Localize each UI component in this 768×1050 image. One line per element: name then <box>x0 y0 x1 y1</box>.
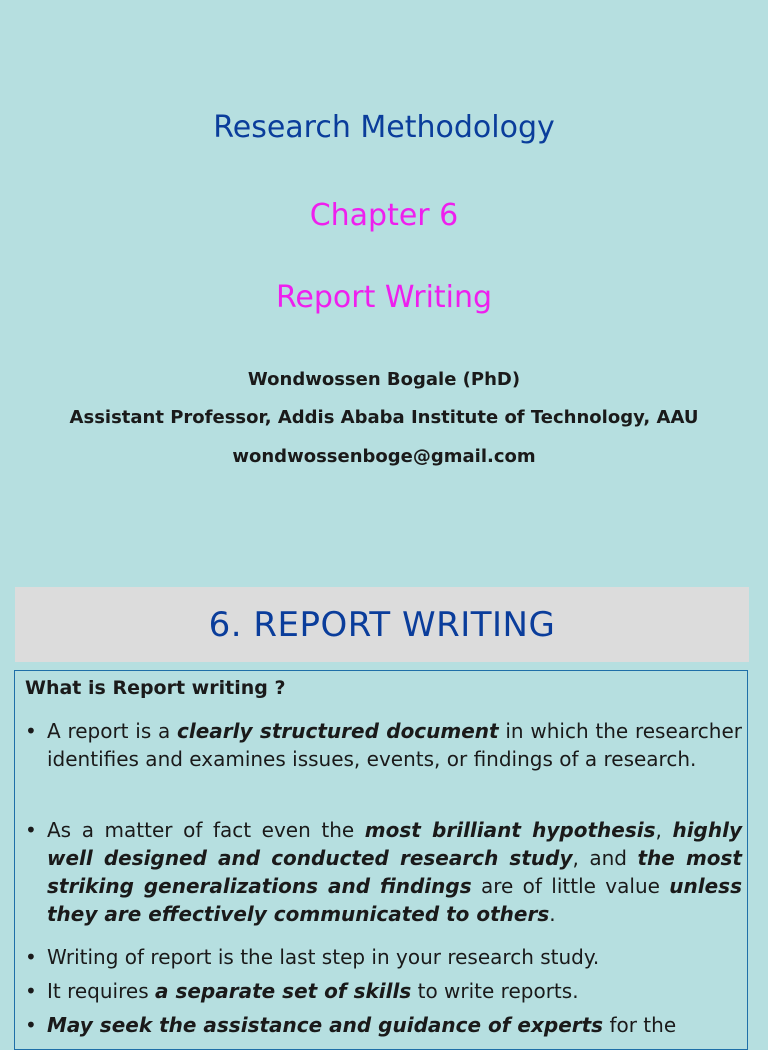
author-affiliation: Assistant Professor, Addis Ababa Institute of Technology, AAU <box>69 407 699 428</box>
bullet-text: It requires <box>47 979 155 1003</box>
bullet-emphasis: May seek the assistance and guidance of experts <box>47 1013 604 1037</box>
bullet-emphasis: unless they are effectively communicated to others <box>47 874 742 926</box>
bullet-text: As a matter of fact even the <box>47 818 365 842</box>
bullet-emphasis: highly well designed and conducted research study <box>47 818 742 870</box>
bullet-text: A report is a <box>47 719 178 743</box>
bullet-item <box>47 1011 742 1039</box>
slide-title: 6. REPORT WRITING <box>208 604 556 645</box>
bullet-item <box>47 717 742 773</box>
chapter-label: Chapter 6 <box>309 198 459 233</box>
slide-title-banner <box>15 587 749 662</box>
bullet-text: to write reports. <box>411 979 579 1003</box>
section-heading: What is Report writing ? <box>25 677 286 699</box>
bullet-item <box>47 816 742 928</box>
content-box <box>14 670 748 1050</box>
bullet-emphasis: clearly structured document <box>177 719 499 743</box>
course-title: Research Methodology <box>213 110 555 145</box>
bullet-item <box>47 977 742 1005</box>
author-name: Wondwossen Bogale (PhD) <box>247 369 521 390</box>
bullet-item <box>47 943 742 971</box>
bullet-text: in which the researcher identifies and examines issues, events, or findings of a research. <box>47 719 742 771</box>
bullet-text: for the <box>603 1013 677 1037</box>
bullet-emphasis: most brilliant hypothesis <box>364 818 656 842</box>
bullet-text: . <box>549 902 556 926</box>
bullet-text: , <box>655 818 673 842</box>
bullet-emphasis: a separate set of skills <box>154 979 412 1003</box>
chapter-title: Report Writing <box>275 280 493 315</box>
bullet-text: Writing of report is the last step in your research study. <box>47 945 600 969</box>
bullet-text: , and <box>572 846 638 870</box>
bullet-emphasis: the most striking generalizations and findings <box>47 846 742 898</box>
bullet-text: are of little value <box>471 874 670 898</box>
author-email: wondwossenboge@gmail.com <box>232 446 536 467</box>
